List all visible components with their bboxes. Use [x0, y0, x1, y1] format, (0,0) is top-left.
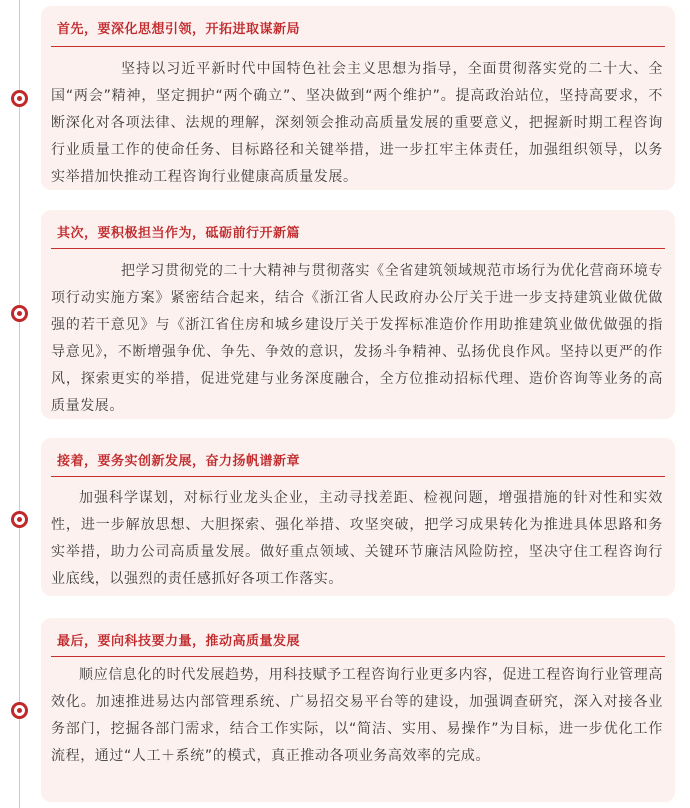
- timeline-dot-4: [11, 702, 28, 719]
- timeline-dot-3: [11, 511, 28, 528]
- section-body-4: 顺应信息化的时代发展趋势，用科技赋予工程咨询行业更多内容，促进工程咨询行业管理高效化。加速推进易达内部管理系统、广易招交易平台等的建设，加强调查研究，深入对接各业务部门，挖掘各部门需求，结合工作实际，以“简洁、实用、易操作”为目标，进一步优化工作流程，通过“人工＋系统”的模式，真正推动各项业务高效率的完成。: [51, 667, 663, 764]
- section-header-1: [51, 6, 665, 47]
- section-title-1: 首先，要深化思想引领，开拓进取谋新局: [57, 22, 301, 37]
- section-card-1: [41, 6, 675, 190]
- section-header-3: [51, 438, 665, 477]
- section-header-4: [51, 618, 665, 657]
- timeline-dot-1: [11, 90, 28, 107]
- section-body-2: 把学习贯彻党的二十大精神与贯彻落实《全省建筑领域规范市场行为优化营商环境专项行动实施方案》紧密结合起来，结合《浙江省人民政府办公厅关于进一步支持建筑业做优做强的若干意见》与《浙江省住房和城乡建设厅关于发挥标准造价作用助推建筑业做优做强的指导意见》，不断增强争优、争先、争效的意识，发扬斗争精神、弘扬优良作风。坚持以更严的作风，探索更实的举措，促进党建与业务深度融合，全方位推动招标代理、造价咨询等业务的高质量发展。: [51, 263, 663, 414]
- section-title-2: 其次，要积极担当作为，砥砺前行开新篇: [57, 226, 301, 241]
- section-card-2: [41, 210, 675, 419]
- section-header-2: [51, 210, 665, 249]
- section-body-3: 加强科学谋划，对标行业龙头企业，主动寻找差距、检视问题，增强措施的针对性和实效性，进一步解放思想、大胆探索、强化举措、攻坚突破，把学习成果转化为推进具体思路和务实举措，助力公司高质量发展。做好重点领域、关键环节廉洁风险防控，坚决守住工程咨询行业底线，以强烈的责任感抓好各项工作落实。: [51, 490, 663, 587]
- section-title-3: 接着，要务实创新发展，奋力扬帆谱新章: [57, 454, 301, 469]
- section-title-4: 最后，要向科技要力量，推动高质量发展: [57, 634, 301, 649]
- timeline-dot-2: [11, 305, 28, 322]
- timeline-line: [19, 0, 20, 808]
- section-card-3: [41, 438, 675, 596]
- section-body-1: 坚持以习近平新时代中国特色社会主义思想为指导，全面贯彻落实党的二十大、全国“两会”精神，坚定拥护“两个确立”、坚决做到“两个维护”。提高政治站位，坚持高要求，不断深化对各项法律、法规的理解，深刻领会推动高质量发展的重要意义，把握新时期工程咨询行业质量工作的使命任务、目标路径和关键举措，进一步扛牢主体责任，加强组织领导，以务实举措加快推动工程咨询行业健康高质量发展。: [51, 61, 663, 185]
- section-card-4: [41, 618, 675, 802]
